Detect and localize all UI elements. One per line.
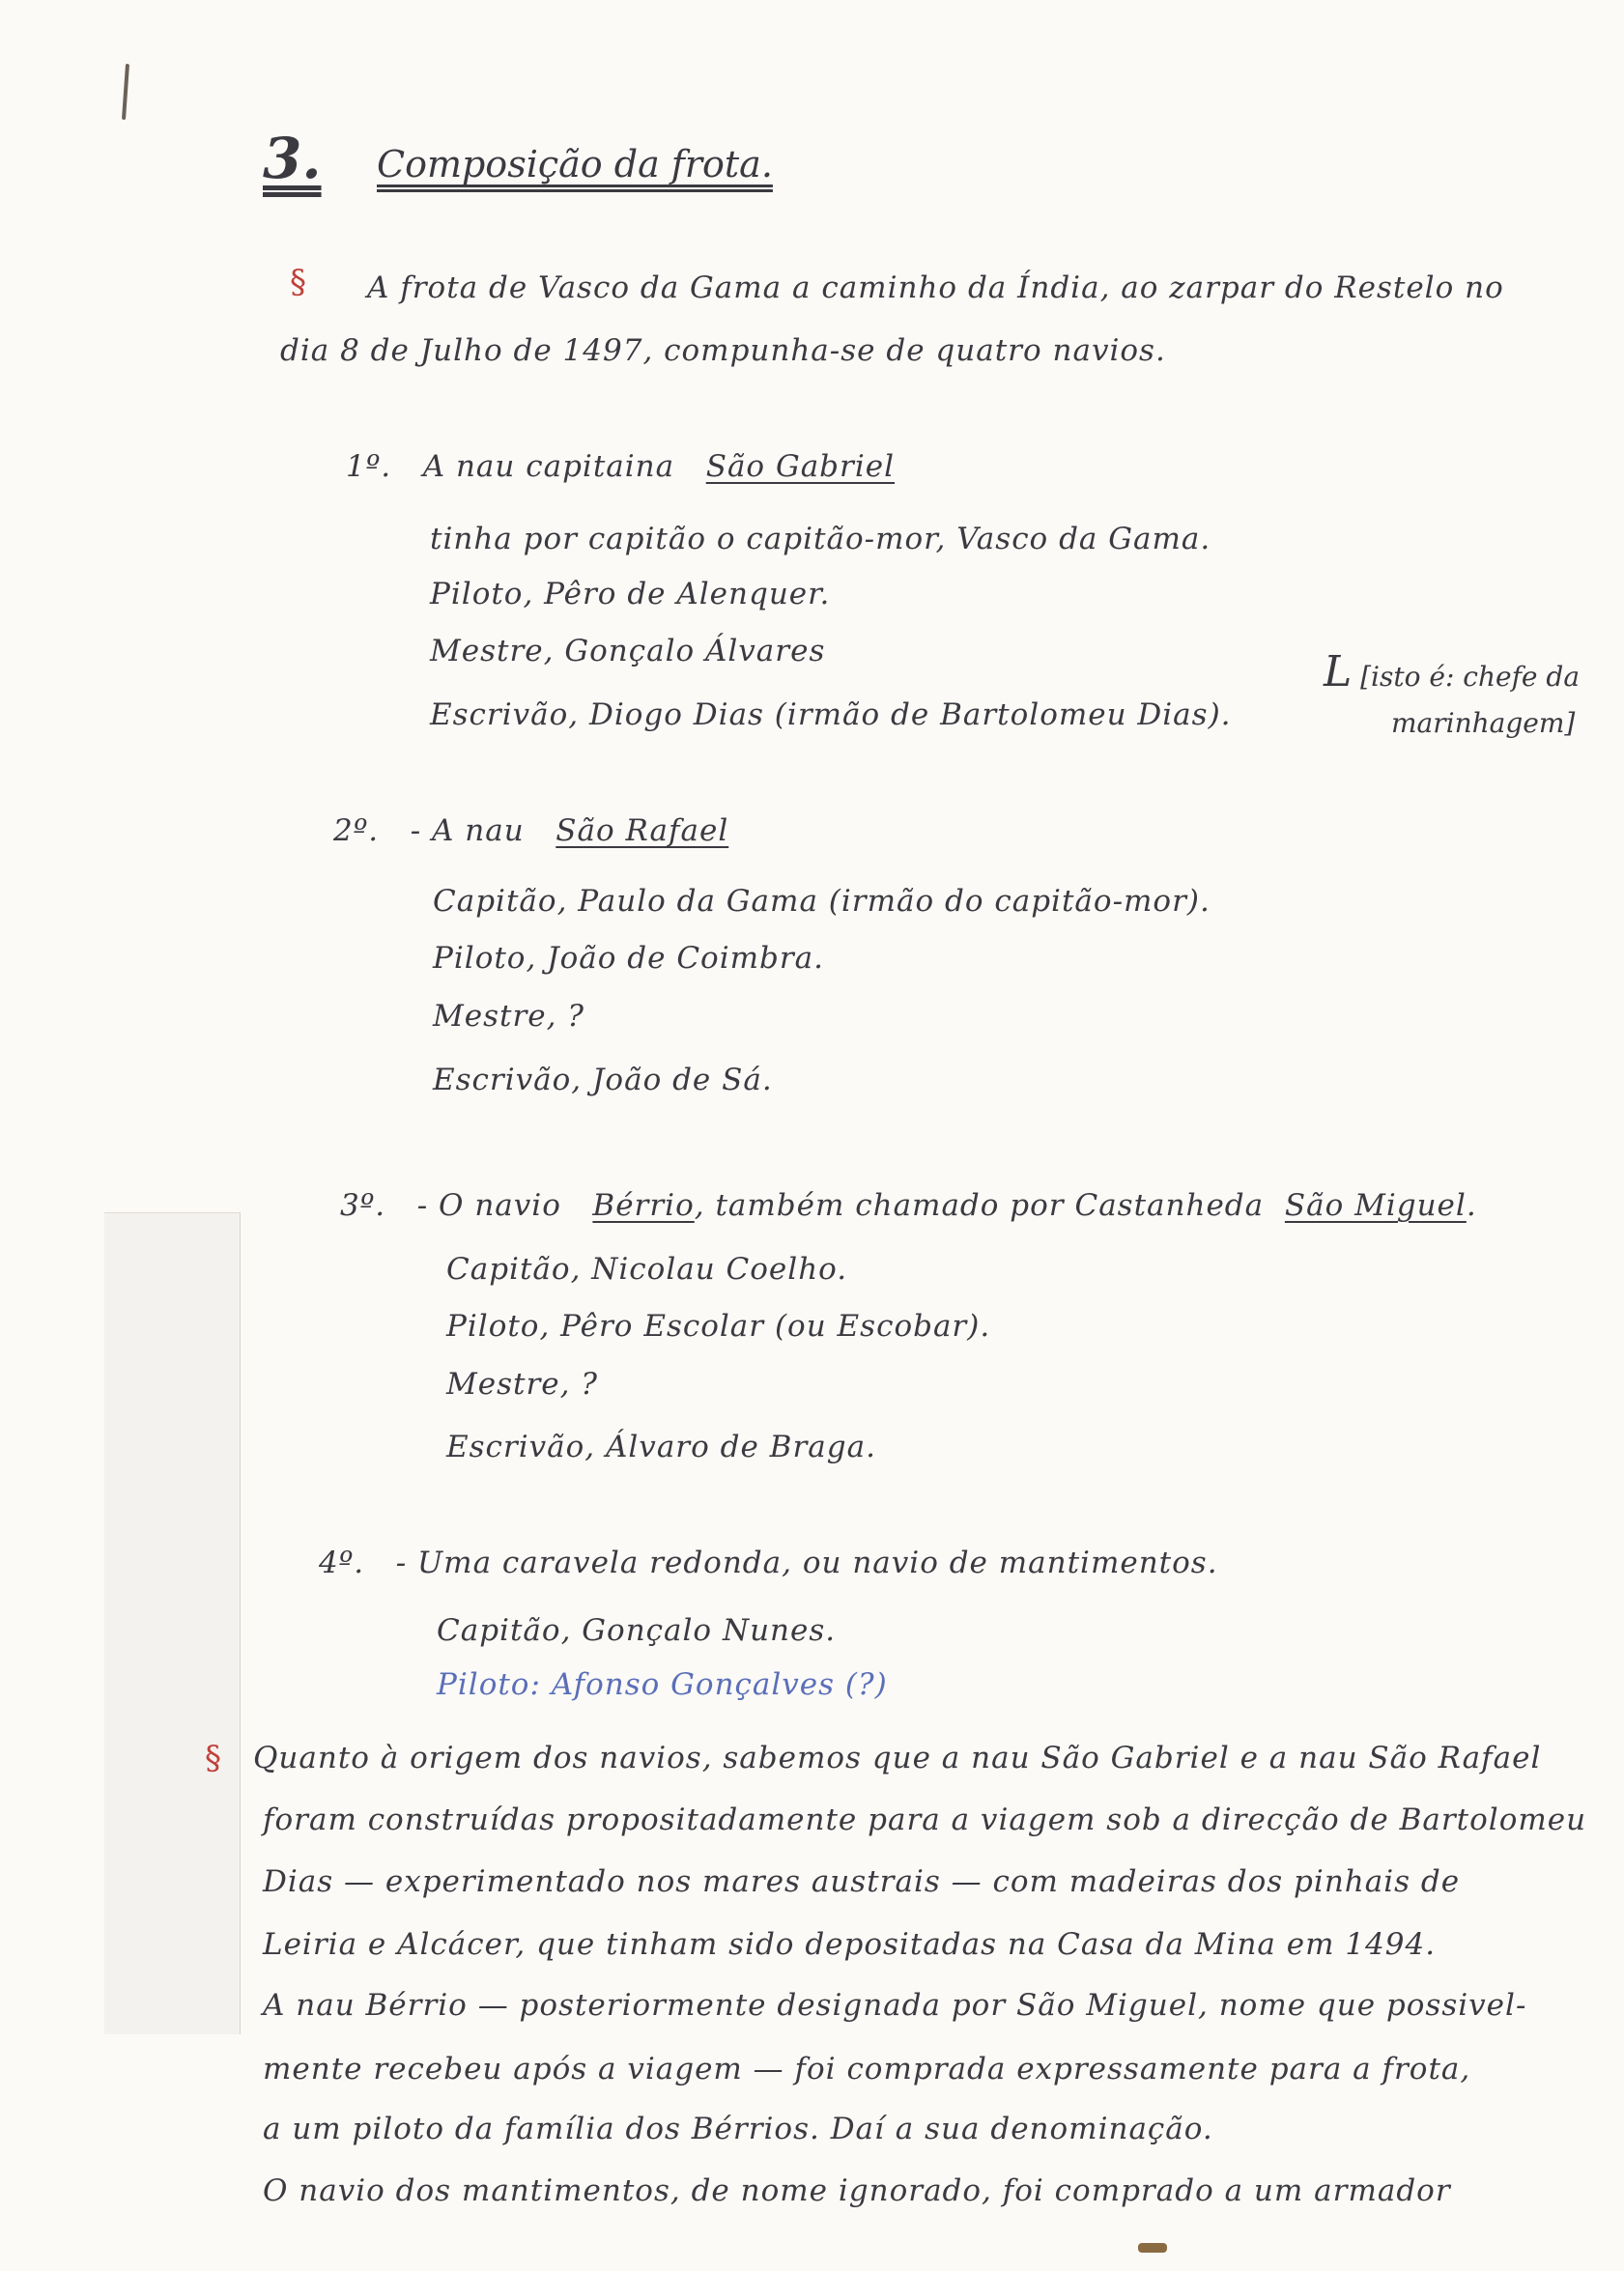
note-marker: L — [1324, 647, 1353, 696]
ship-number: 2º. — [333, 813, 380, 848]
note-line: [isto é: chefe da — [1360, 661, 1581, 693]
ship-detail-line: Capitão, Paulo da Gama (irmão do capitão-mor). — [433, 884, 1211, 919]
ship-heading-text: A nau capitaina — [422, 449, 675, 484]
ship-detail-line: Escrivão, Diogo Dias (irmão de Bartolomeu Dias). — [430, 697, 1232, 732]
ship-detail-line: Piloto, João de Coimbra. — [433, 941, 825, 976]
origin-line: O navio dos mantimentos, de nome ignorado, foi comprado a um armador — [263, 2173, 1451, 2208]
ship-number: 1º. — [346, 449, 392, 484]
ship-heading: 3º. - O navio Bérrio, também chamado por Castanheda São Miguel. — [340, 1188, 1477, 1223]
margin-note — [1324, 649, 1580, 747]
ship-name: São Rafael — [556, 813, 729, 848]
ship-detail-line: Mestre, ? — [433, 999, 584, 1034]
origin-line: a um piloto da família dos Bérrios. Daí a sua denominação. — [263, 2112, 1213, 2146]
ship-heading-text: - Uma caravela redonda, ou navio de mantimentos. — [395, 1546, 1218, 1580]
ship-heading-text: - A nau — [410, 813, 525, 848]
ship-heading-text: , também chamado por Castanheda — [694, 1188, 1265, 1223]
ship-detail-line: tinha por capitão o capitão-mor, Vasco da Gama. — [430, 522, 1211, 556]
origin-line: mente recebeu após a viagem — foi comprada expressamente para a frota, — [263, 2052, 1471, 2086]
pasted-paper-strip — [104, 1212, 241, 2034]
ship-detail-line: Escrivão, Álvaro de Braga. — [446, 1430, 876, 1464]
ship-heading — [319, 1546, 1218, 1580]
ship-name: Bérrio — [592, 1188, 695, 1223]
ship-detail-line: Mestre, Gonçalo Álvares — [430, 634, 826, 668]
ship-detail-line: Piloto, Pêro Escolar (ou Escobar). — [446, 1309, 991, 1344]
paragraph-mark: § — [290, 263, 306, 301]
ship-detail-line: Capitão, Nicolau Coelho. — [446, 1252, 848, 1287]
note-line: marinhagem] — [1391, 707, 1576, 739]
ship-name: São Gabriel — [705, 449, 896, 484]
ship-detail-line: Mestre, ? — [446, 1367, 598, 1402]
intro-line: dia 8 de Julho de 1497, compunha-se de quatro navios. — [280, 333, 1166, 368]
ship-detail-line: Capitão, Gonçalo Nunes. — [437, 1613, 837, 1648]
intro-line: A frota de Vasco da Gama a caminho da Índia, ao zarpar do Restelo no — [367, 270, 1504, 305]
ship-number: 4º. — [319, 1546, 365, 1580]
ship-heading — [346, 449, 895, 484]
ship-detail-line: Piloto, Pêro de Alenquer. — [430, 577, 831, 611]
paragraph-mark: § — [205, 1739, 221, 1777]
origin-line: foram construídas propositadamente para a viagem sob a direcção de Bartolomeu — [263, 1803, 1587, 1837]
ship-heading-text: - O navio — [416, 1188, 561, 1223]
origin-line: Quanto à origem dos navios, sabemos que a nau São Gabriel e a nau São Rafael — [253, 1741, 1542, 1775]
ship-detail-line: Escrivão, João de Sá. — [433, 1063, 773, 1097]
origin-line: A nau Bérrio — posteriormente designada por São Miguel, nome que possivel- — [263, 1988, 1527, 2023]
origin-line: Dias — experimentado nos mares austrais — com madeiras dos pinhais de — [263, 1864, 1461, 1899]
added-pilot-line: Piloto: Afonso Gonçalves (?) — [437, 1667, 888, 1702]
section-title: Composição da frota. — [377, 143, 773, 185]
ink-mark — [1138, 2243, 1167, 2253]
section-heading — [263, 126, 322, 191]
pencil-mark — [122, 64, 129, 120]
ship-heading — [333, 813, 728, 848]
ship-alt-name: São Miguel — [1284, 1188, 1467, 1223]
origin-line: Leiria e Alcácer, que tinham sido depositadas na Casa da Mina em 1494. — [263, 1927, 1437, 1962]
ship-number: 3º. — [340, 1188, 386, 1223]
section-number: 3. — [263, 126, 322, 191]
